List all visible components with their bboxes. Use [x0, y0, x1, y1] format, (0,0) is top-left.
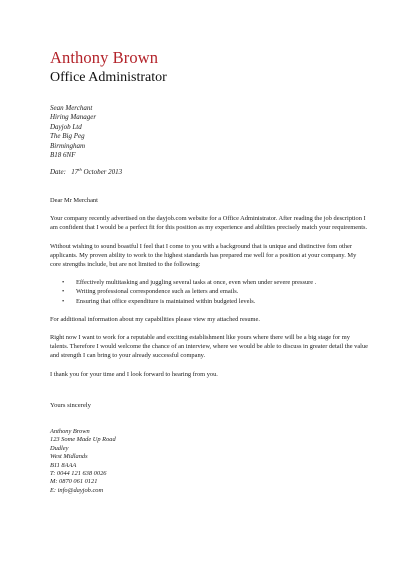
recipient-line: Dayjob Ltd	[50, 122, 82, 131]
applicant-job-title: Office Administrator	[50, 70, 167, 85]
paragraph-intro: Your company recently advertised on the dayjob.com website for a Office Administrator. After reading the job description I am confident that I would be a perfect fit for this position as my experience and abilities precisely match your requirements.	[50, 215, 368, 232]
letter-date	[50, 167, 122, 176]
sender-mobile: M: 0870 061 0121	[50, 478, 98, 486]
list-item: • Writing professional correspondence such as letters and emails.	[76, 287, 368, 296]
sender-contact-block	[50, 428, 116, 495]
recipient-line: Sean Merchant	[50, 104, 93, 112]
paragraph-resume: For additional information about my capabilities please view my attached resume.	[50, 315, 260, 323]
letter-body	[50, 196, 368, 388]
sender-line: Dudley	[50, 444, 69, 452]
strengths-list	[50, 278, 368, 306]
date-day: 17	[71, 168, 79, 176]
recipient-address-block	[50, 104, 96, 160]
recipient-line: The Big Peg	[50, 132, 85, 141]
sender-line: West Midlands	[50, 453, 88, 461]
date-month-year: October 2013	[83, 168, 123, 176]
list-item: • Ensuring that office expenditure is maintained within budgeted levels.	[76, 297, 368, 306]
recipient-line: Birmingham	[50, 141, 85, 150]
recipient-line: B18 6NF	[50, 151, 76, 160]
paragraph-interview: Right now I want to work for a reputable and exciting establishment like yours where there will be a big stage for my talents. Therefore I would welcome the chance of an interview, where we would be able to discuss in greater detail the value and strength I can bring to your already successful company.	[50, 334, 368, 360]
sender-phone: T: 0044 121 638 0026	[50, 470, 107, 478]
sender-line: B11 8AAA	[50, 461, 77, 469]
sender-line: Anthony Brown	[50, 428, 90, 435]
paragraph-thanks: I thank you for your time and I look forward to hearing from you.	[50, 370, 218, 378]
sender-email: E: info@dayjob.com	[50, 486, 104, 494]
applicant-name: Anthony Brown	[50, 48, 159, 67]
paragraph-strengths: Without wishing to sound boastful I feel that I come to you with a background that is unique and distinctive fom other applicants. My proven ability to work to the highest standards has prepared me well for a position at your company. My core strengths include, but are not limited to the following:	[50, 242, 357, 269]
sender-line: 123 Some Made Up Road	[50, 436, 116, 444]
recipient-line: Hiring Manager	[50, 113, 97, 122]
salutation: Dear Mr Merchant	[50, 197, 98, 204]
signoff: Yours sincerely	[50, 402, 91, 409]
date-label: Date:	[50, 168, 66, 176]
list-item: • Effectively multitasking and juggling several tasks at once, even when under severe pressure .	[76, 278, 368, 287]
date-day-suffix: th	[78, 167, 82, 172]
